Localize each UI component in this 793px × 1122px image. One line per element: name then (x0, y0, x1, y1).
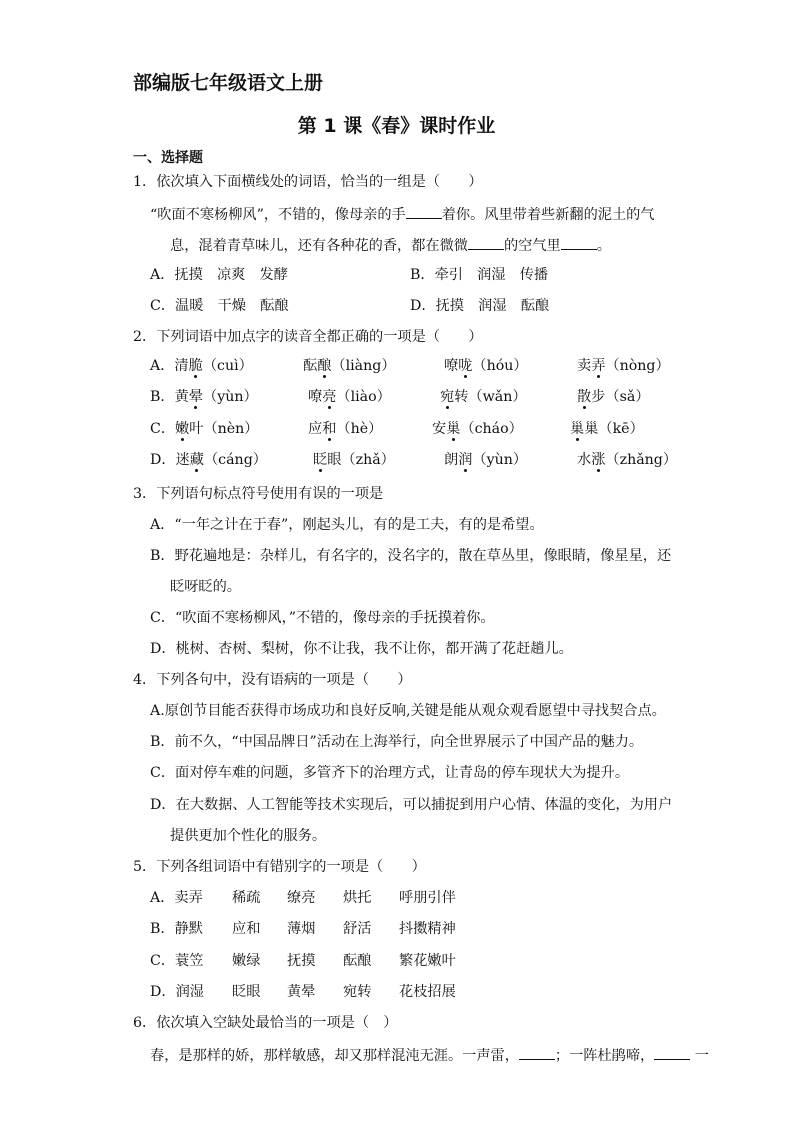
section-heading: 一、选择题 (133, 150, 203, 166)
lesson-title: 第 1 课《春》课时作业 (297, 115, 496, 137)
question-4-option-d-line-2: 提供更加个性化的服务。 (170, 828, 327, 844)
blank-2 (468, 235, 504, 250)
question-3-option-a: A．“一年之计在于春”，刚起头儿，有的是工夫，有的是希望。 (150, 517, 544, 533)
question-1-passage-line-1: “吹面不寒杨柳风”，不错的，像母亲的手 着你。风里带着些新翻的泥土的气 (150, 204, 655, 224)
question-3-option-c: C．“吹面不寒杨柳风，”不错的，像母亲的手抚摸着你。 (150, 610, 495, 626)
question-4-option-c: C．面对停车难的问题，多管齐下的治理方式，让青岛的停车现状大为提升。 (150, 765, 630, 781)
blank-1 (406, 204, 442, 219)
question-1-option-b: B．牵引 润湿 传播 (410, 267, 549, 283)
question-5-stem: 5．下列各组词语中有错别字的一项是（ ） (133, 859, 426, 875)
question-3-option-b-line-1: B．野花遍地是：杂样儿，有名字的，没名字的，散在草丛里，像眼睛，像星星，还 (150, 548, 672, 564)
question-4-option-a: A.原创节目能否获得市场成功和良好反响,关键是能从观众观看愿望中寻找契合点。 (150, 703, 666, 719)
question-3-option-b-line-2: 眨呀眨的。 (170, 579, 241, 595)
question-4-option-d-line-1: D．在大数据、人工智能等技术实现后，可以捕捉到用户心情、体温的变化，为用户 (150, 797, 673, 813)
question-4-stem: 4．下列各句中，没有语病的一项是（ ） (133, 672, 412, 688)
blank-4 (519, 1045, 555, 1060)
question-1-stem: 1．依次填入下面横线处的词语，恰当的一组是（ ） (133, 174, 483, 190)
question-1-option-c: C．温暖 干燥 酝酿 (150, 298, 289, 314)
blank-3 (561, 235, 597, 250)
question-2-stem: 2．下列词语中加点字的读音全都正确的一项是（ ） (133, 329, 483, 345)
question-1-option-d: D．抚摸 润湿 酝酿 (410, 298, 550, 314)
question-1-passage-line-2: 息，混着青草味儿，还有各种花的香，都在微微 的空气里 。 (170, 235, 611, 255)
question-3-option-d: D．桃树、杏树、梨树，你不让我，我不让你，都开满了花赶趟儿。 (150, 641, 573, 657)
question-6-passage: 春，是那样的娇，那样敏感，却又那样混沌无涯。一声雷， ；一阵杜鹃啼， 一 (150, 1045, 709, 1065)
document-page: 部编版七年级语文上册 第 1 课《春》课时作业 一、选择题 1．依次填入下面横线处的词语，恰当的一组是（ ） “吹面不寒杨柳风”，不错的，像母亲的手 着你。风里带着些新翻的泥土的气 息，混着青草味儿，还有各种花的香，都在微微 的空气里 。 A．抚摸 凉爽 发酵 B．牵引 润湿 传播 C．温暖 干燥 酝酿 D．抚摸 润湿 酝酿 2．下列词语中加点字的读音全都正确的一项是（ ） A．清脆（cuì） 酝酿（liàng） 嘹咙（hóu） 卖弄（nòng） B．黄晕（yùn） 嘹亮（liào） 宛转（wǎn） 散步（sǎ） C．嫩叶（nèn） 应和（hè） 安巢（cháo） 巢巢（kē） D．迷藏（cáng） 眨眼（zhǎ） 朗润（yùn） 水涨（zhǎng） 3．下列语句标点符号使用有误的一项是 A．“一年之计在于春”，刚起头儿，有的是工夫，有的是希望。 B．野花遍地是：杂样儿，有名字的，没名字的，散在草丛里，像眼睛，像星星，还 眨呀眨的。 C．“吹面不寒杨柳风，”不错的，像母亲的手抚摸着你。 D．桃树、杏树、梨树，你不让我，我不让你，都开满了花赶趟儿。 4．下列各句中，没有语病的一项是（ ） A.原创节目能否获得市场成功和良好反响,关键是能从观众观看愿望中寻找契合点。 B．前不久，“中国品牌日”活动在上海举行，向全世界展示了中国产品的魅力。 C．面对停车难的问题，多管齐下的治理方式，让青岛的停车现状大为提升。 D．在大数据、人工智能等技术实现后，可以捕捉到用户心情、体温的变化，为用户 提供更加个性化的服务。 5．下列各组词语中有错别字的一项是（ ） A．卖弄 稀疏 缭亮 烘托 呼朋引伴 B．静默 应和 薄烟 舒活 抖擞精神 C．蓑笠 嫩绿 抚摸 酝酿 繁花嫩叶 D．润湿 眨眼 黄晕 宛转 花枝招展 6．依次填入空缺处最恰当的一项是（ ） 春，是那样的娇，那样敏感，却又那样混沌无涯。一声雷， ；一阵杜鹃啼， 一 (0, 0, 793, 1122)
question-4-option-b: B．前不久，“中国品牌日”活动在上海举行，向全世界展示了中国产品的魅力。 (150, 734, 644, 750)
blank-5 (654, 1045, 690, 1060)
question-1-option-a: A．抚摸 凉爽 发酵 (150, 267, 288, 283)
question-3-stem: 3．下列语句标点符号使用有误的一项是 (133, 486, 384, 502)
document-header: 部编版七年级语文上册 (133, 72, 324, 94)
question-6-stem: 6．依次填入空缺处最恰当的一项是（ ） (133, 1015, 398, 1031)
